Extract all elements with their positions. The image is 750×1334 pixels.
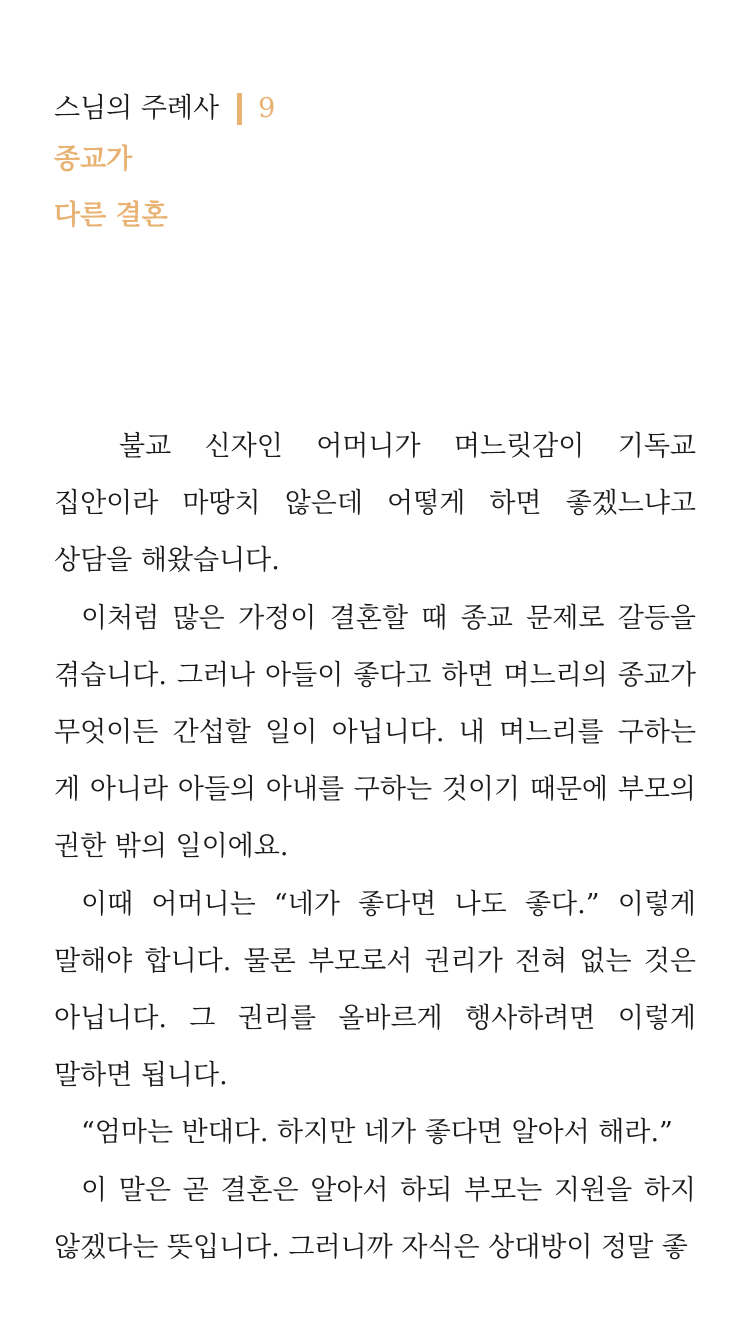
paragraph-2: 이처럼 많은 가정이 결혼할 때 종교 문제로 갈등을 겪습니다. 그러나 아들이 좋다고 하면 며느리의 종교가 무엇이든 간섭할 일이 아닙니다. 내 며느리를 구하는 게 아니라 아들의 아내를 구하는 것이기 때문에 부모의 권한 밖의 일이에요.	[54, 602, 696, 863]
chapter-header	[54, 86, 704, 244]
paragraph-3: 이때 어머니는 “네가 좋다면 나도 좋다.” 이렇게 말해야 합니다. 물론 부모로서 권리가 전혀 없는 것은 아닙니다. 그 권리를 올바르게 행사하려면 이렇게 말하면 됩니다.	[54, 888, 696, 1092]
series-line	[54, 86, 704, 132]
series-title: 스님의 주례사	[54, 93, 220, 124]
series-number: 9	[258, 93, 276, 124]
paragraph-1: 불교 신자인 어머니가 며느릿감이 기독교 집안이라 마땅치 않은데 어떻게 하면 좋겠느냐고 상담을 해왔습니다.	[54, 431, 696, 577]
paragraph-4: “엄마는 반대다. 하지만 네가 좋다면 알아서 해라.”	[81, 1117, 673, 1149]
series-divider-bar	[237, 93, 242, 125]
body-text	[54, 418, 696, 1276]
paragraph-5: 이 말은 곧 결혼은 알아서 하되 부모는 지원을 하지 않겠다는 뜻입니다. 그러니까 자식은 상대방이 정말 좋	[54, 1174, 696, 1263]
chapter-title-line-1: 종교가	[54, 144, 133, 175]
chapter-title-line-2: 다른 결혼	[54, 200, 168, 231]
